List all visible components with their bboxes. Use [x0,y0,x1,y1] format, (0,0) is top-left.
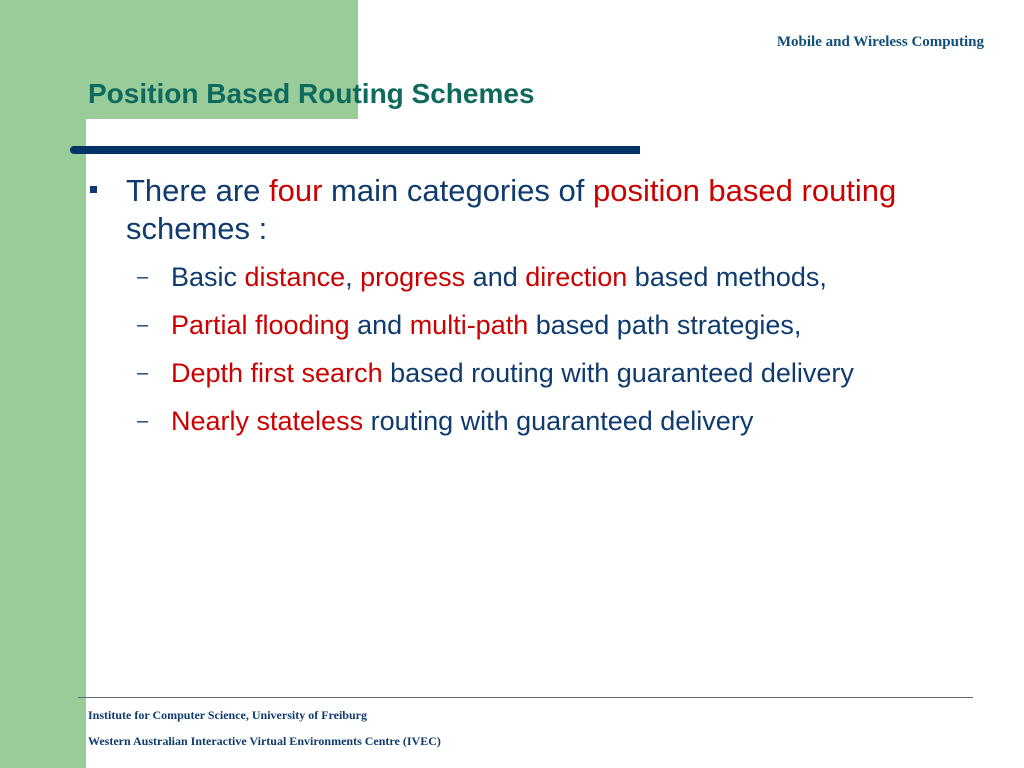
highlight-four: four [269,173,323,208]
dash-bullet: – [137,266,149,288]
highlight-position-based-routing: position based routing [592,173,897,208]
footer-centre: Western Australian Interactive Virtual Environments Centre (IVEC) [88,734,441,748]
sub-bullet-2 [90,308,990,342]
footer-institution: Institute for Computer Science, University of Freiburg [88,708,367,722]
main-bullet [90,172,990,248]
sub-bullet-4 [90,404,990,438]
highlight-partial-flooding: Partial flooding [171,310,350,340]
text-segment: and [349,310,410,340]
square-bullet-icon [90,186,97,193]
footer-divider [78,697,973,698]
highlight-direction: direction [525,262,628,292]
highlight-depth-first-search: Depth first search [171,358,383,388]
text-segment: based methods, [627,262,827,292]
text-segment: , [345,262,361,292]
title-underline-rule [70,146,640,154]
highlight-multi-path: multi-path [409,310,529,340]
slide-title: Position Based Routing Schemes [88,78,535,109]
text-segment: routing with guaranteed delivery [363,406,754,436]
dash-bullet: – [137,362,149,384]
sub-bullet-1 [90,260,990,294]
text-segment: based routing with guaranteed delivery [382,358,854,388]
text-segment: schemes : [126,211,268,246]
text-segment: based path strategies, [528,310,802,340]
course-header: Mobile and Wireless Computing [776,34,984,50]
dash-bullet: – [137,314,149,336]
highlight-progress: progress [360,262,466,292]
text-segment: and [465,262,526,292]
slide-content [90,172,990,452]
highlight-distance: distance [244,262,346,292]
highlight-nearly-stateless: Nearly stateless [171,406,364,436]
text-segment: Basic [171,262,245,292]
text-segment: There are [126,173,270,208]
dash-bullet: – [137,410,149,432]
text-segment: main categories of [322,173,593,208]
sub-bullet-3 [90,356,990,390]
